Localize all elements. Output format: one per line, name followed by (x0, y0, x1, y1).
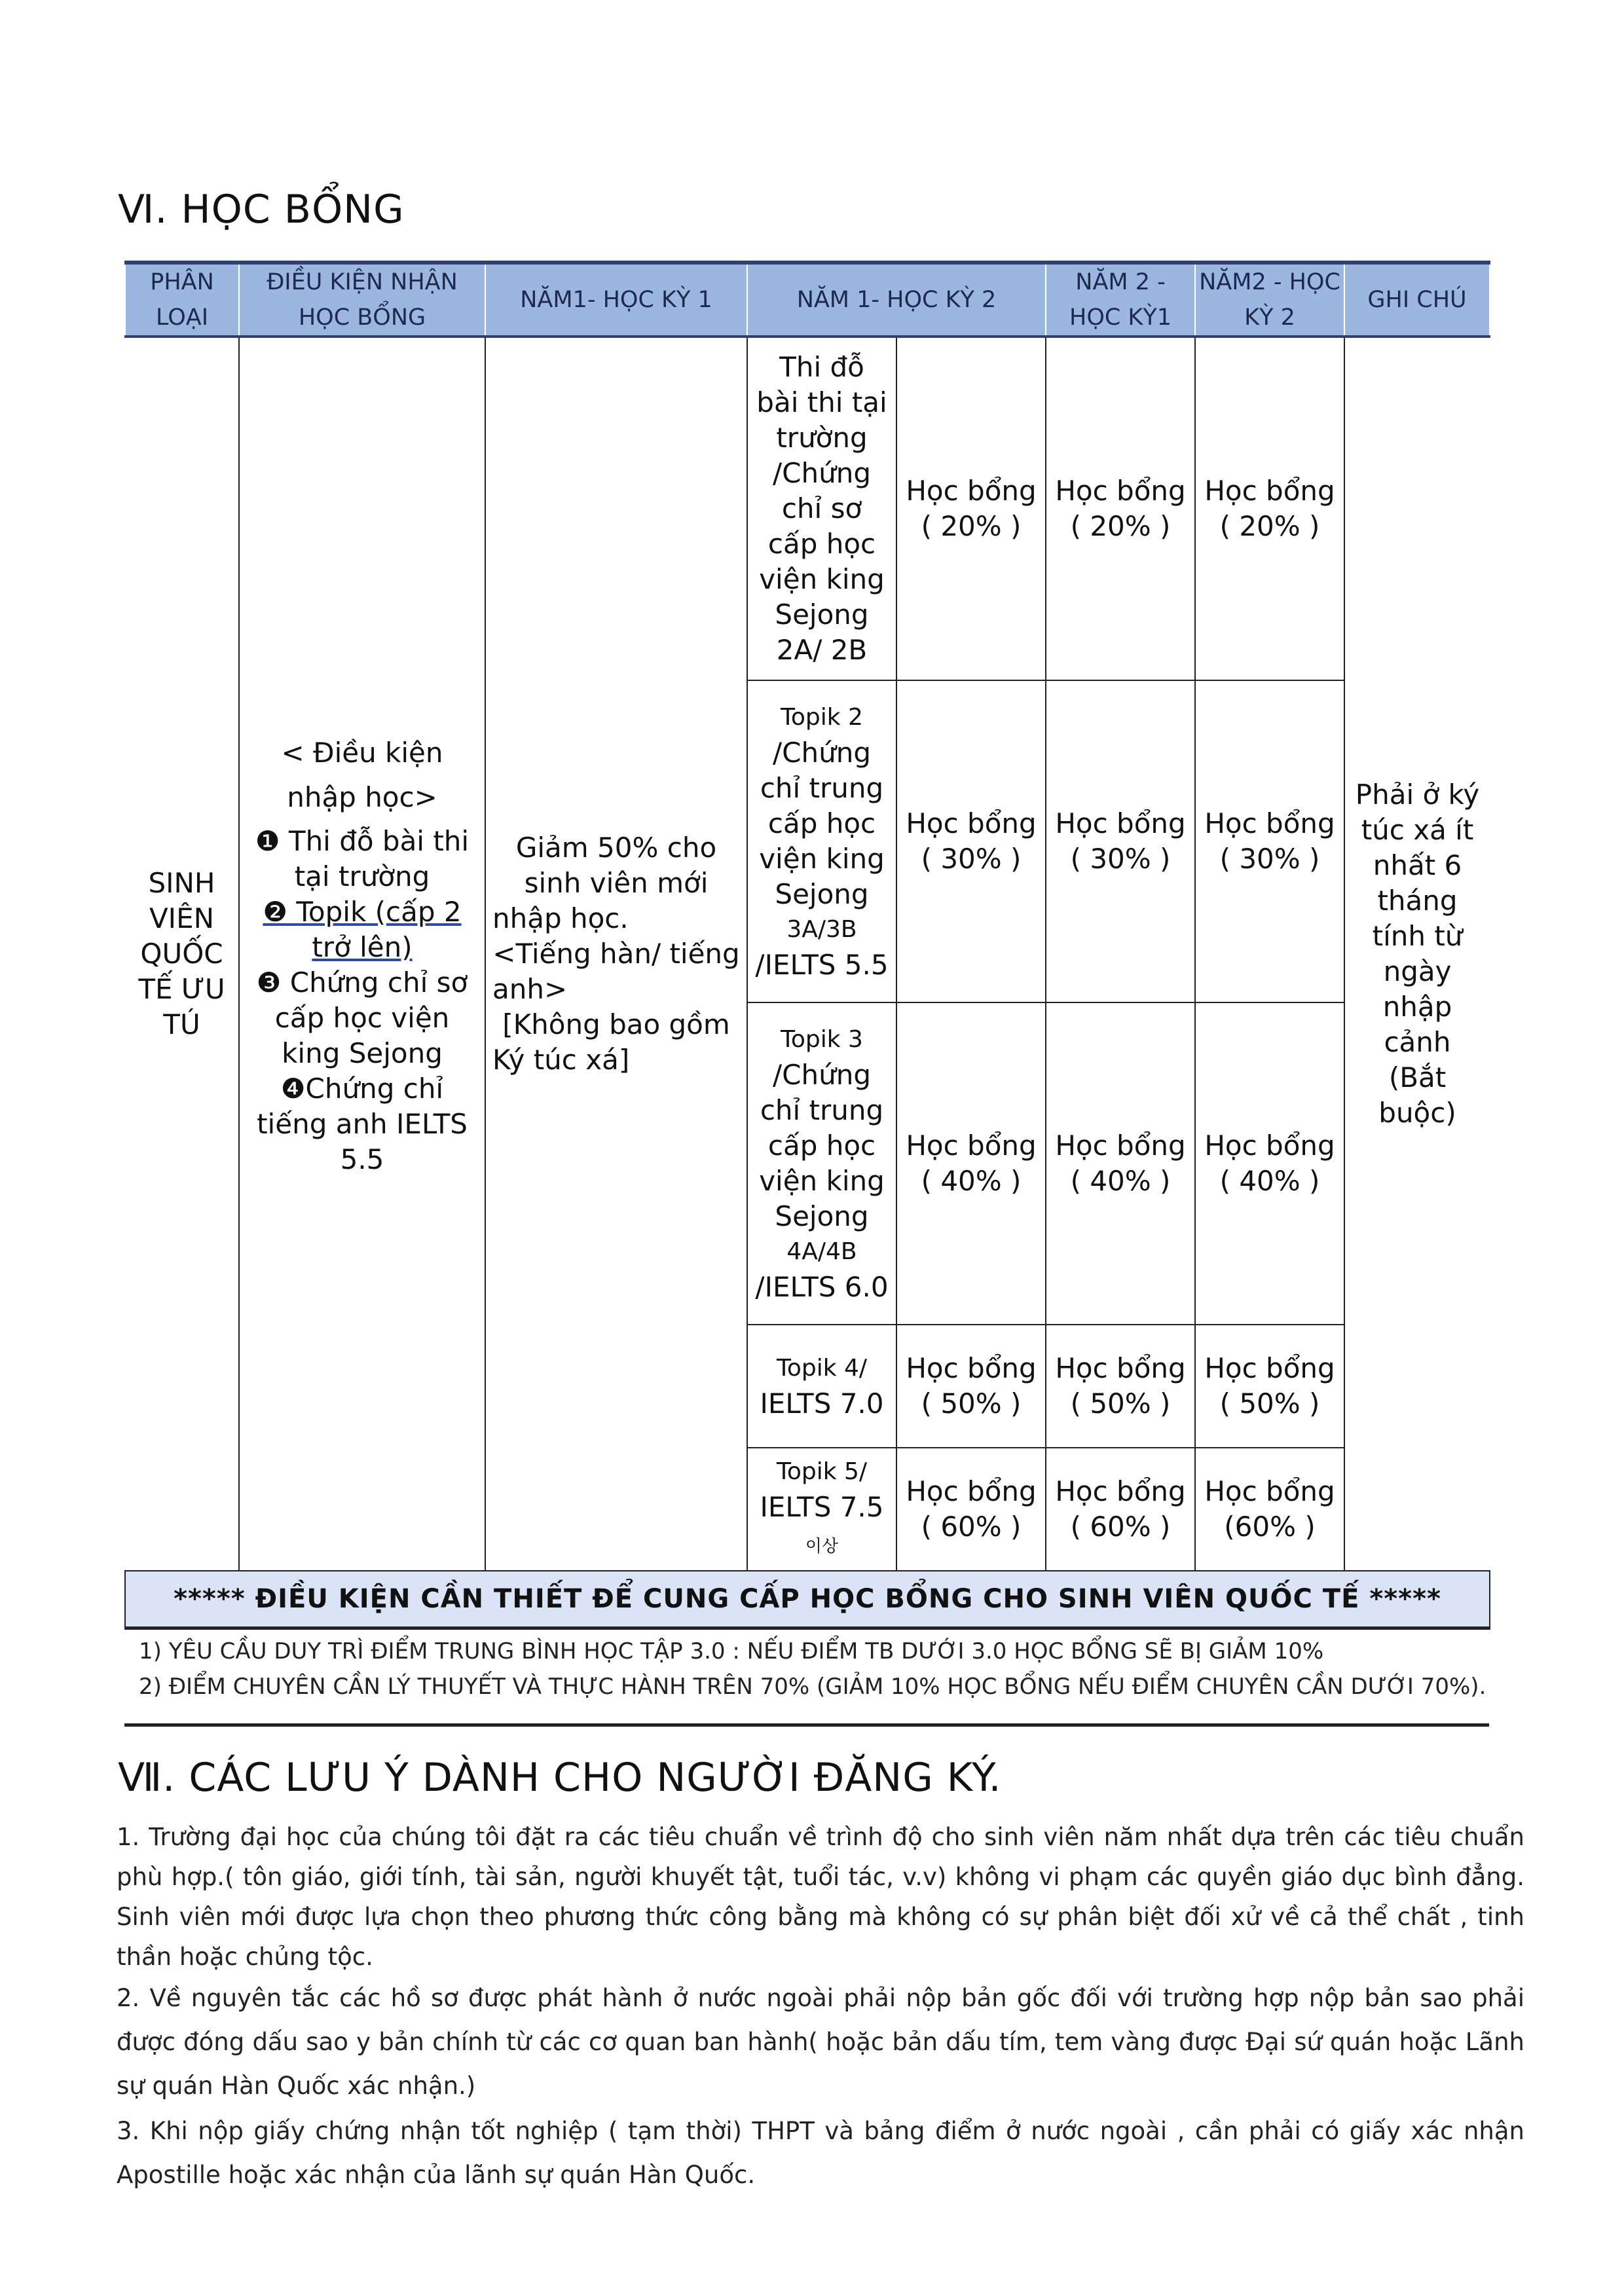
scholarship-cell: Học bổng ( 60% ) (896, 1448, 1046, 1571)
header-year1-sem2: NĂM 1- HỌC KỲ 2 (747, 263, 1046, 337)
level-text: IELTS 7.5 (760, 1491, 884, 1523)
condition-item-2: ❷ Topik (cấp 2 trở lên) (263, 896, 462, 963)
discount-line-3: [Không bao gồm Ký túc xá] (492, 1008, 730, 1076)
level-cell (747, 1325, 896, 1448)
discount-line-1: Giảm 50% cho sinh viên mới nhập học. (492, 832, 717, 934)
section-7-title: Ⅶ. CÁC LƯU Ý DÀNH CHO NGƯỜI ĐĂNG KÝ. (118, 1755, 1002, 1801)
scholarship-cell: Học bổng ( 50% ) (1046, 1325, 1195, 1448)
header-year2-sem1: NĂM 2 - HỌC KỲ1 (1046, 263, 1195, 337)
condition-heading: < Điều kiện nhập học> (281, 737, 443, 813)
scholarship-table (124, 261, 1490, 1630)
divider-line (124, 1723, 1489, 1727)
level-text: /IELTS 6.0 (755, 1271, 889, 1303)
scholarship-cell: Học bổng ( 20% ) (896, 337, 1046, 680)
category-cell: SINH VIÊN QUỐC TẾ ƯU TÚ (125, 337, 239, 1571)
level-text: /Chứng chỉ trung cấp học viện king Sejong (759, 737, 885, 910)
notice-paragraph-2: 2. Về nguyên tắc các hồ sơ được phát hành ở nước ngoài phải nộp bản gốc đối với trường hợp nộp bản sao phải được đóng dấu sao y bản chính từ các cơ quan ban hành( hoặc bản dấu tím, tem vàng được Đại sứ quán hoặc Lãnh sự quán Hàn Quốc xác nhận.) (117, 1984, 1524, 2100)
header-note: GHI CHÚ (1344, 263, 1490, 337)
table-footer: ***** ĐIỀU KIỆN CẦN THIẾT ĐỂ CUNG CẤP HỌC BỔNG CHO SINH VIÊN QUỐC TẾ ***** (125, 1571, 1490, 1628)
header-condition: ĐIỀU KIỆN NHẬN HỌC BỔNG (239, 263, 485, 337)
scholarship-cell: Học bổng ( 20% ) (1046, 337, 1195, 680)
scholarship-cell: Học bổng ( 30% ) (1046, 680, 1195, 1002)
level-text: 4A/4B (786, 1238, 857, 1265)
level-suffix: 이상 (805, 1537, 839, 1556)
condition-item-1: ❶ Thi đỗ bài thi tại trường (255, 825, 470, 892)
scholarship-cell: Học bổng ( 40% ) (1195, 1002, 1344, 1325)
scholarship-cell: Học bổng ( 30% ) (1195, 680, 1344, 1002)
scholarship-cell: Học bổng ( 20% ) (1195, 337, 1344, 680)
discount-line-2: <Tiếng hàn/ tiếng anh> (492, 938, 740, 1005)
scholarship-cell: Học bổng ( 50% ) (1195, 1325, 1344, 1448)
requirement-2: 2) ĐIỂM CHUYÊN CẦN LÝ THUYẾT VÀ THỰC HÀNH TRÊN 70% (GIẢM 10% HỌC BỔNG NẾU ĐIỂM CHUYÊN CẦN DƯỚI 70%). (139, 1674, 1486, 1700)
condition-cell (239, 337, 485, 1571)
level-cell (747, 1002, 896, 1325)
level-text: IELTS 7.0 (760, 1387, 884, 1420)
level-cell (747, 680, 896, 1002)
level-text: 3A/3B (786, 916, 857, 943)
scholarship-cell: Học bổng ( 30% ) (896, 680, 1046, 1002)
table-footer-row (125, 1571, 1490, 1628)
scholarship-cell: Học bổng ( 60% ) (1046, 1448, 1195, 1571)
level-cell (747, 337, 896, 680)
discount-cell (485, 337, 747, 1571)
table-header-row (125, 263, 1490, 337)
condition-item-4: ❹Chứng chỉ tiếng anh IELTS 5.5 (257, 1073, 468, 1175)
section-6-title: Ⅵ. HỌC BỔNG (118, 187, 405, 232)
level-text: /IELTS 5.5 (755, 949, 889, 981)
level-text: Topik 2 (781, 704, 863, 731)
scholarship-cell: Học bổng ( 40% ) (1046, 1002, 1195, 1325)
notice-paragraph-1: 1. Trường đại học của chúng tôi đặt ra các tiêu chuẩn về trình độ cho sinh viên năm nhất dựa trên các tiêu chuẩn phù hợp.( tôn giáo, giới tính, tài sản, người khuyết tật, tuổi tác, v.v) không vi phạm các quyền giáo dục bình đẳng. Sinh viên mới được lựa chọn theo phương thức công bằng mà không có sự phân biệt đối xử về cả thể chất , tinh thần hoặc chủng tộc. (117, 1823, 1524, 1971)
header-year1-sem1: NĂM1- HỌC KỲ 1 (485, 263, 747, 337)
note-cell: Phải ở ký túc xá ít nhất 6 tháng tính từ ngày nhập cảnh (Bắt buộc) (1344, 337, 1490, 1571)
header-category: PHÂN LOẠI (125, 263, 239, 337)
scholarship-cell: Học bổng ( 50% ) (896, 1325, 1046, 1448)
level-text: /Chứng chỉ trung cấp học viện king Sejong (759, 1059, 885, 1232)
level-text: Topik 3 (781, 1026, 863, 1053)
requirement-1: 1) YÊU CẦU DUY TRÌ ĐIỂM TRUNG BÌNH HỌC TẬP 3.0 : NẾU ĐIỂM TB DƯỚI 3.0 HỌC BỔNG SẼ BỊ GIẢM 10% (139, 1638, 1324, 1664)
level-cell (747, 1448, 896, 1571)
header-year2-sem2: NĂM2 - HỌC KỲ 2 (1195, 263, 1344, 337)
scholarship-cell: Học bổng ( 40% ) (896, 1002, 1046, 1325)
condition-item-3: ❸ Chứng chỉ sơ cấp học viện king Sejong (256, 966, 468, 1069)
level-text: Topik 5/ (776, 1458, 868, 1485)
level-text: Thi đỗ bài thi tại trường /Chứng chỉ sơ cấp học viện king Sejong 2A/ 2B (756, 351, 887, 666)
level-text: Topik 4/ (776, 1355, 868, 1382)
table-row (125, 337, 1490, 680)
scholarship-cell: Học bổng (60% ) (1195, 1448, 1344, 1571)
notice-paragraph-3: 3. Khi nộp giấy chứng nhận tốt nghiệp ( tạm thời) THPT và bảng điểm ở nước ngoài , cần phải có giấy xác nhận Apostille hoặc xác nhận của lãnh sự quán Hàn Quốc. (117, 2117, 1524, 2189)
